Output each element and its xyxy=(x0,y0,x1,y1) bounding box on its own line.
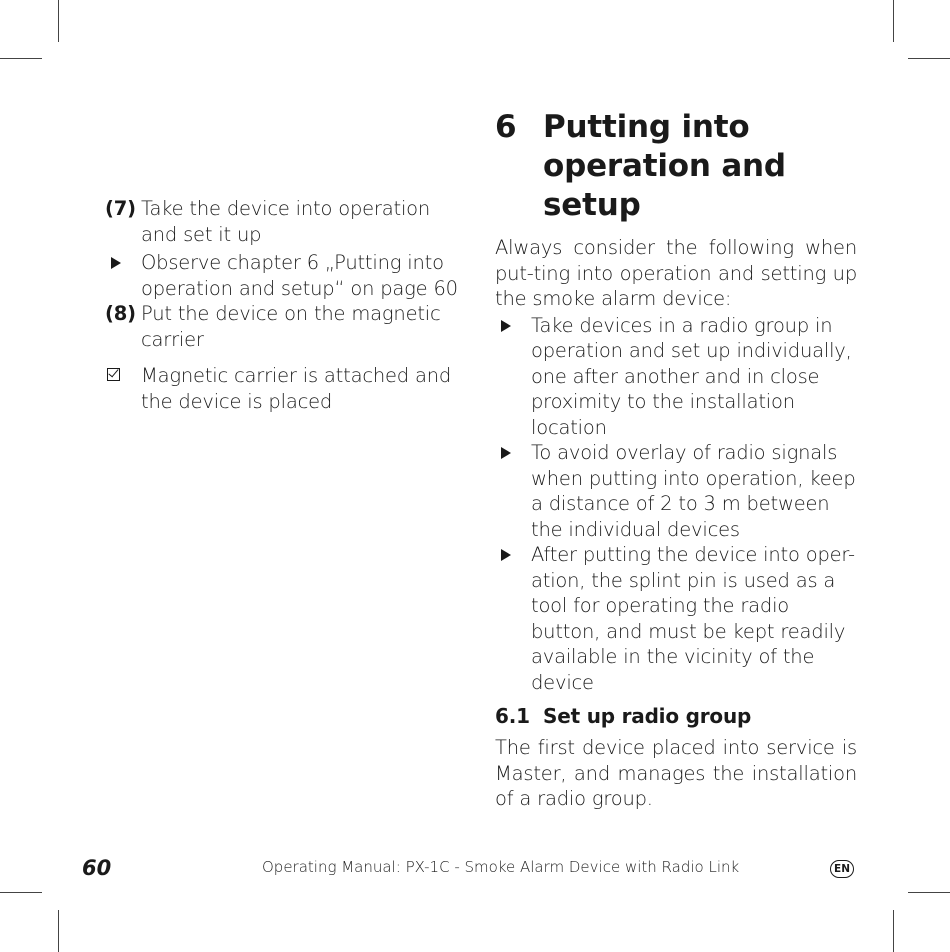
section-heading xyxy=(495,703,857,729)
step-text: Take the device into operation and set it up xyxy=(141,197,431,246)
chapter-title xyxy=(543,108,857,225)
bullet-item xyxy=(495,313,857,441)
triangle-bullet-icon xyxy=(111,257,121,269)
result-mark xyxy=(105,363,141,389)
chapter-number: 6 xyxy=(495,109,517,145)
observe-text: Observe chapter 6 „Putting into operation and setup“ on page 60 xyxy=(141,251,458,300)
checkbox-icon xyxy=(107,368,120,381)
step-8 xyxy=(105,301,470,352)
page-footer xyxy=(0,856,950,882)
bullet-mark xyxy=(105,250,141,276)
section-title: Set up radio group xyxy=(543,704,752,728)
chapter-title-line-1: Putting into xyxy=(543,109,750,145)
triangle-bullet-icon xyxy=(501,549,511,561)
bullet-text: To avoid overlay of radio signals when putting into operation, keep a distance of 2 to 3 m between the individual devices xyxy=(531,441,856,541)
bullet-text: Take devices in a radio group in operation and set up individually, one after another and in close proximity to the installation location xyxy=(531,313,852,439)
section-number: 6.1 xyxy=(495,704,530,728)
bullet-item xyxy=(495,542,857,695)
crop-mark xyxy=(0,892,42,893)
page-number: 60 xyxy=(82,856,112,880)
bullet-mark xyxy=(495,542,531,568)
bullet-mark xyxy=(495,440,531,466)
bullet-text: After putting the device into oper-ation, the splint pin is used as a tool for operating the radio button, and must be kept readily available in the vicinity of the device xyxy=(531,543,855,694)
crop-mark xyxy=(908,892,950,893)
crop-mark xyxy=(58,910,59,952)
intro-paragraph: Always consider the following when put-ting into operation and setting up the smoke alarm device: xyxy=(495,236,857,310)
triangle-bullet-icon xyxy=(501,447,511,459)
result-text: Magnetic carrier is attached and the device is placed xyxy=(141,364,452,413)
step-number: (8) xyxy=(105,302,136,325)
chapter-title-line-2: operation and setup xyxy=(543,148,786,223)
bullet-mark xyxy=(495,313,531,339)
crop-mark xyxy=(908,58,950,59)
crop-mark xyxy=(58,0,59,42)
step-7 xyxy=(105,196,470,247)
triangle-bullet-icon xyxy=(501,320,511,332)
bullet-item xyxy=(495,440,857,542)
footer-title: Operating Manual: PX-1C - Smoke Alarm Device with Radio Link xyxy=(262,858,740,876)
chapter-heading xyxy=(495,108,857,225)
crop-mark xyxy=(893,910,894,952)
right-column xyxy=(495,108,857,812)
language-badge: EN xyxy=(830,860,854,878)
step-text: Put the device on the magnetic carrier xyxy=(141,302,441,351)
crop-mark xyxy=(893,0,894,42)
observe-item xyxy=(105,250,470,301)
crop-mark xyxy=(0,58,42,59)
left-column xyxy=(105,196,470,414)
step-number: (7) xyxy=(105,197,136,220)
result-item xyxy=(105,363,470,414)
section-body: The first device placed into service is Master, and manages the installation of a radio group. xyxy=(495,736,857,810)
